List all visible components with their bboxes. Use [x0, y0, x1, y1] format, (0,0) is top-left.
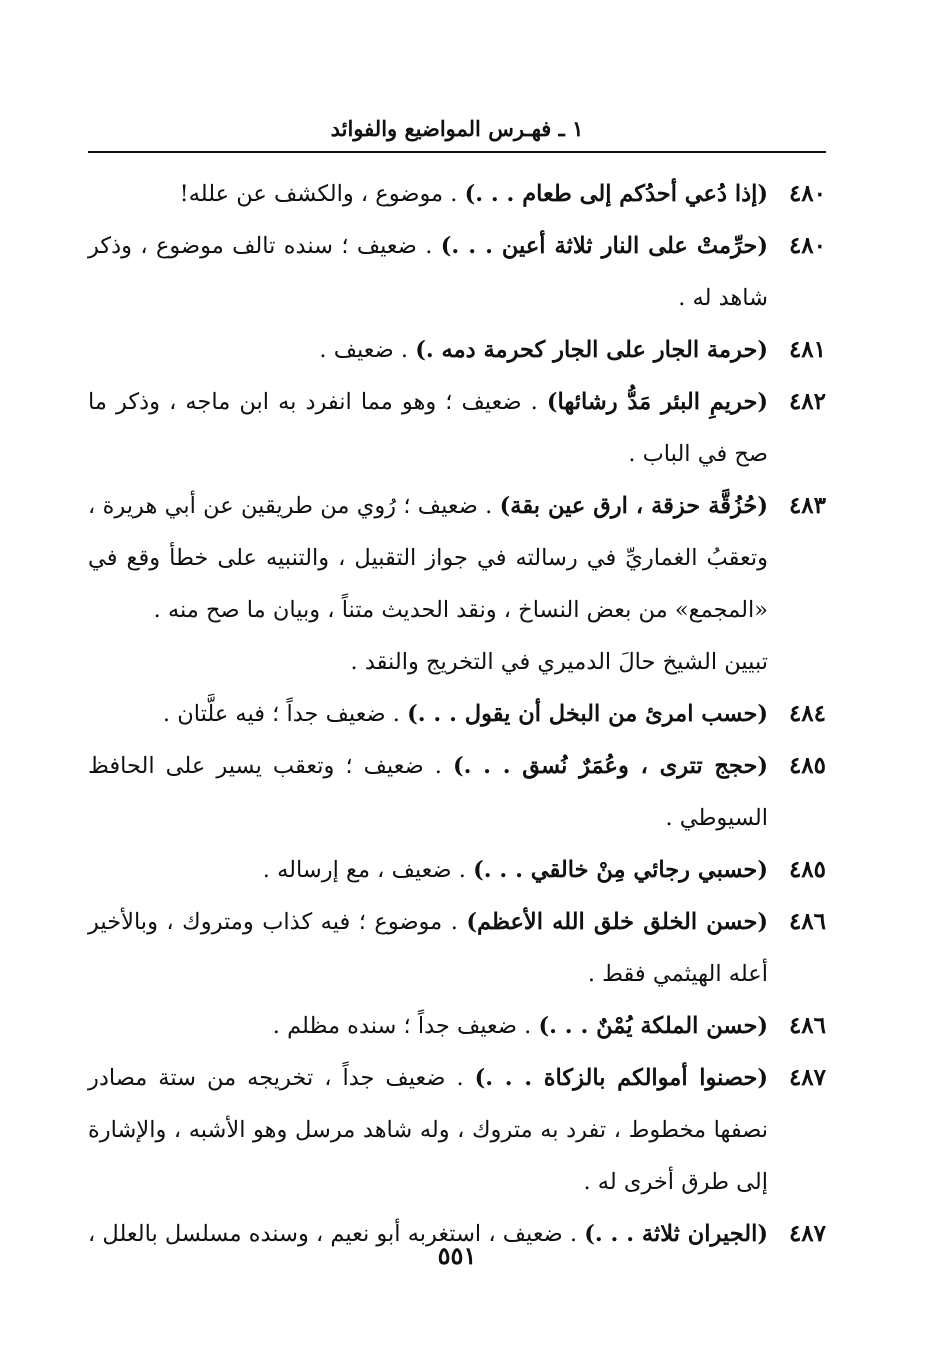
index-entry [88, 168, 826, 220]
entry-page-number: ٤٨٦ [788, 908, 826, 935]
index-entry [88, 324, 826, 376]
entry-hadith-title: (حسن الملكة يُمْنٌ . . .) [538, 1013, 768, 1039]
entry-hadith-title: (حرِّمتْ على النار ثلاثة أعين . . .) [440, 233, 768, 259]
entry-description: . ضعيف جداً ؛ فيه علَّتان . [162, 701, 408, 727]
entry-hadith-title: (حسن الخلق خلق الله الأعظم) [466, 909, 768, 935]
entry-description: . ضعيف جداً ، تخريجه من ستة مصادر نصفها مخطوط ، تفرد به متروك ، وله شاهد مرسل وهو الأشبه ، والإشارة إلى طرق أخرى له . [88, 1065, 768, 1195]
entry-page-number: ٤٨٠ [788, 232, 826, 259]
index-entry [88, 688, 826, 740]
entry-hadith-title: (حرمة الجار على الجار كحرمة دمه .) [415, 337, 768, 363]
entry-page-number: ٤٨٧ [788, 1220, 826, 1247]
index-entry [88, 740, 826, 844]
entry-page-number: ٤٨٥ [788, 752, 826, 779]
entry-page-number: ٤٨٤ [788, 700, 826, 727]
entry-text [88, 480, 768, 636]
entry-description: . ضعيف ؛ رُوي من طريقين عن أبي هريرة ، وتعقبُ الغماريِّ في رسالته في جواز التقبيل ، والتنبيه على خطأ وقع في «المجمع» من بعض النساخ ، ونقد الحديث متناً ، وبيان ما صح منه . [88, 493, 768, 623]
entry-hadith-title: (الجيران ثلاثة . . .) [584, 1221, 768, 1247]
entry-hadith-title: (حصنوا أموالكم بالزكاة . . .) [474, 1065, 769, 1091]
entry-text [88, 168, 768, 220]
entry-page-number: ٤٨٣ [788, 492, 826, 519]
index-entry [88, 376, 826, 480]
entry-note: تبيين الشيخ حالَ الدميري في التخريج والنقد . [350, 649, 768, 675]
entry-description: . ضعيف جداً ؛ سنده مظلم . [272, 1013, 539, 1039]
index-entry [88, 480, 826, 636]
entry-hadith-title: (حريمِ البئر مَدُّ رشائها) [546, 389, 768, 415]
entry-hadith-title: (حسبي رجائي مِنْ خالقي . . .) [473, 857, 768, 883]
entry-description: . ضعيف ؛ وتعقب يسير على الحافظ السيوطي . [88, 753, 768, 831]
entry-text [88, 740, 768, 844]
running-head: ١ ـ فهـرس المواضيع والفوائد [330, 116, 584, 141]
index-entry [88, 1052, 826, 1208]
entry-text [88, 844, 768, 896]
entry-page-number: ٤٨٢ [788, 388, 826, 415]
entry-page-number: ٤٨٠ [788, 180, 826, 207]
index-entry [88, 844, 826, 896]
entry-description: . موضوع ؛ فيه كذاب ومتروك ، وبالأخير أعله الهيثمي فقط . [88, 909, 768, 987]
entry-hadith-title: (حُزُقَّة حزقة ، ارق عين بقة) [499, 493, 768, 519]
entry-description: . ضعيف ، استغربه أبو نعيم ، وسنده مسلسل بالعلل ، [87, 1221, 585, 1247]
entry-text [88, 324, 768, 376]
entry-hadith-title: (إذا دُعي أحدُكم إلى طعام . . .) [464, 181, 768, 207]
entry-hadith-title: (حجج تترى ، وعُمَرٌ نُسق . . .) [452, 753, 768, 779]
entry-description: . ضعيف . [319, 337, 416, 363]
entry-description: . ضعيف ؛ سنده تالف موضوع ، وذكر شاهد له . [88, 233, 768, 311]
entry-page-number: ٤٨٥ [788, 856, 826, 883]
index-entry [88, 896, 826, 1000]
entry-description: . موضوع ، والكشف عن علله! [179, 181, 465, 207]
entry-text [88, 688, 768, 740]
entry-page-number: ٤٨٦ [788, 1012, 826, 1039]
entry-text [88, 1000, 768, 1052]
index-entry [88, 220, 826, 324]
entry-text [88, 896, 768, 1000]
index-entries [88, 168, 826, 1260]
index-entry [88, 1000, 826, 1052]
entry-hadith-title: (حسب امرئ من البخل أن يقول . . .) [407, 701, 768, 727]
entry-text [88, 376, 768, 480]
entry-text [88, 1052, 768, 1208]
page-number: ٥٥١ [437, 1241, 477, 1270]
entry-description: . ضعيف ؛ وهو مما انفرد به ابن ماجه ، وذكر ما صح في الباب . [88, 389, 768, 467]
entry-page-number: ٤٨١ [788, 336, 826, 363]
entry-description: . ضعيف ، مع إرساله . [262, 857, 474, 883]
entry-page-number: ٤٨٧ [788, 1064, 826, 1091]
entry-text [88, 220, 768, 324]
header-rule [88, 151, 826, 153]
